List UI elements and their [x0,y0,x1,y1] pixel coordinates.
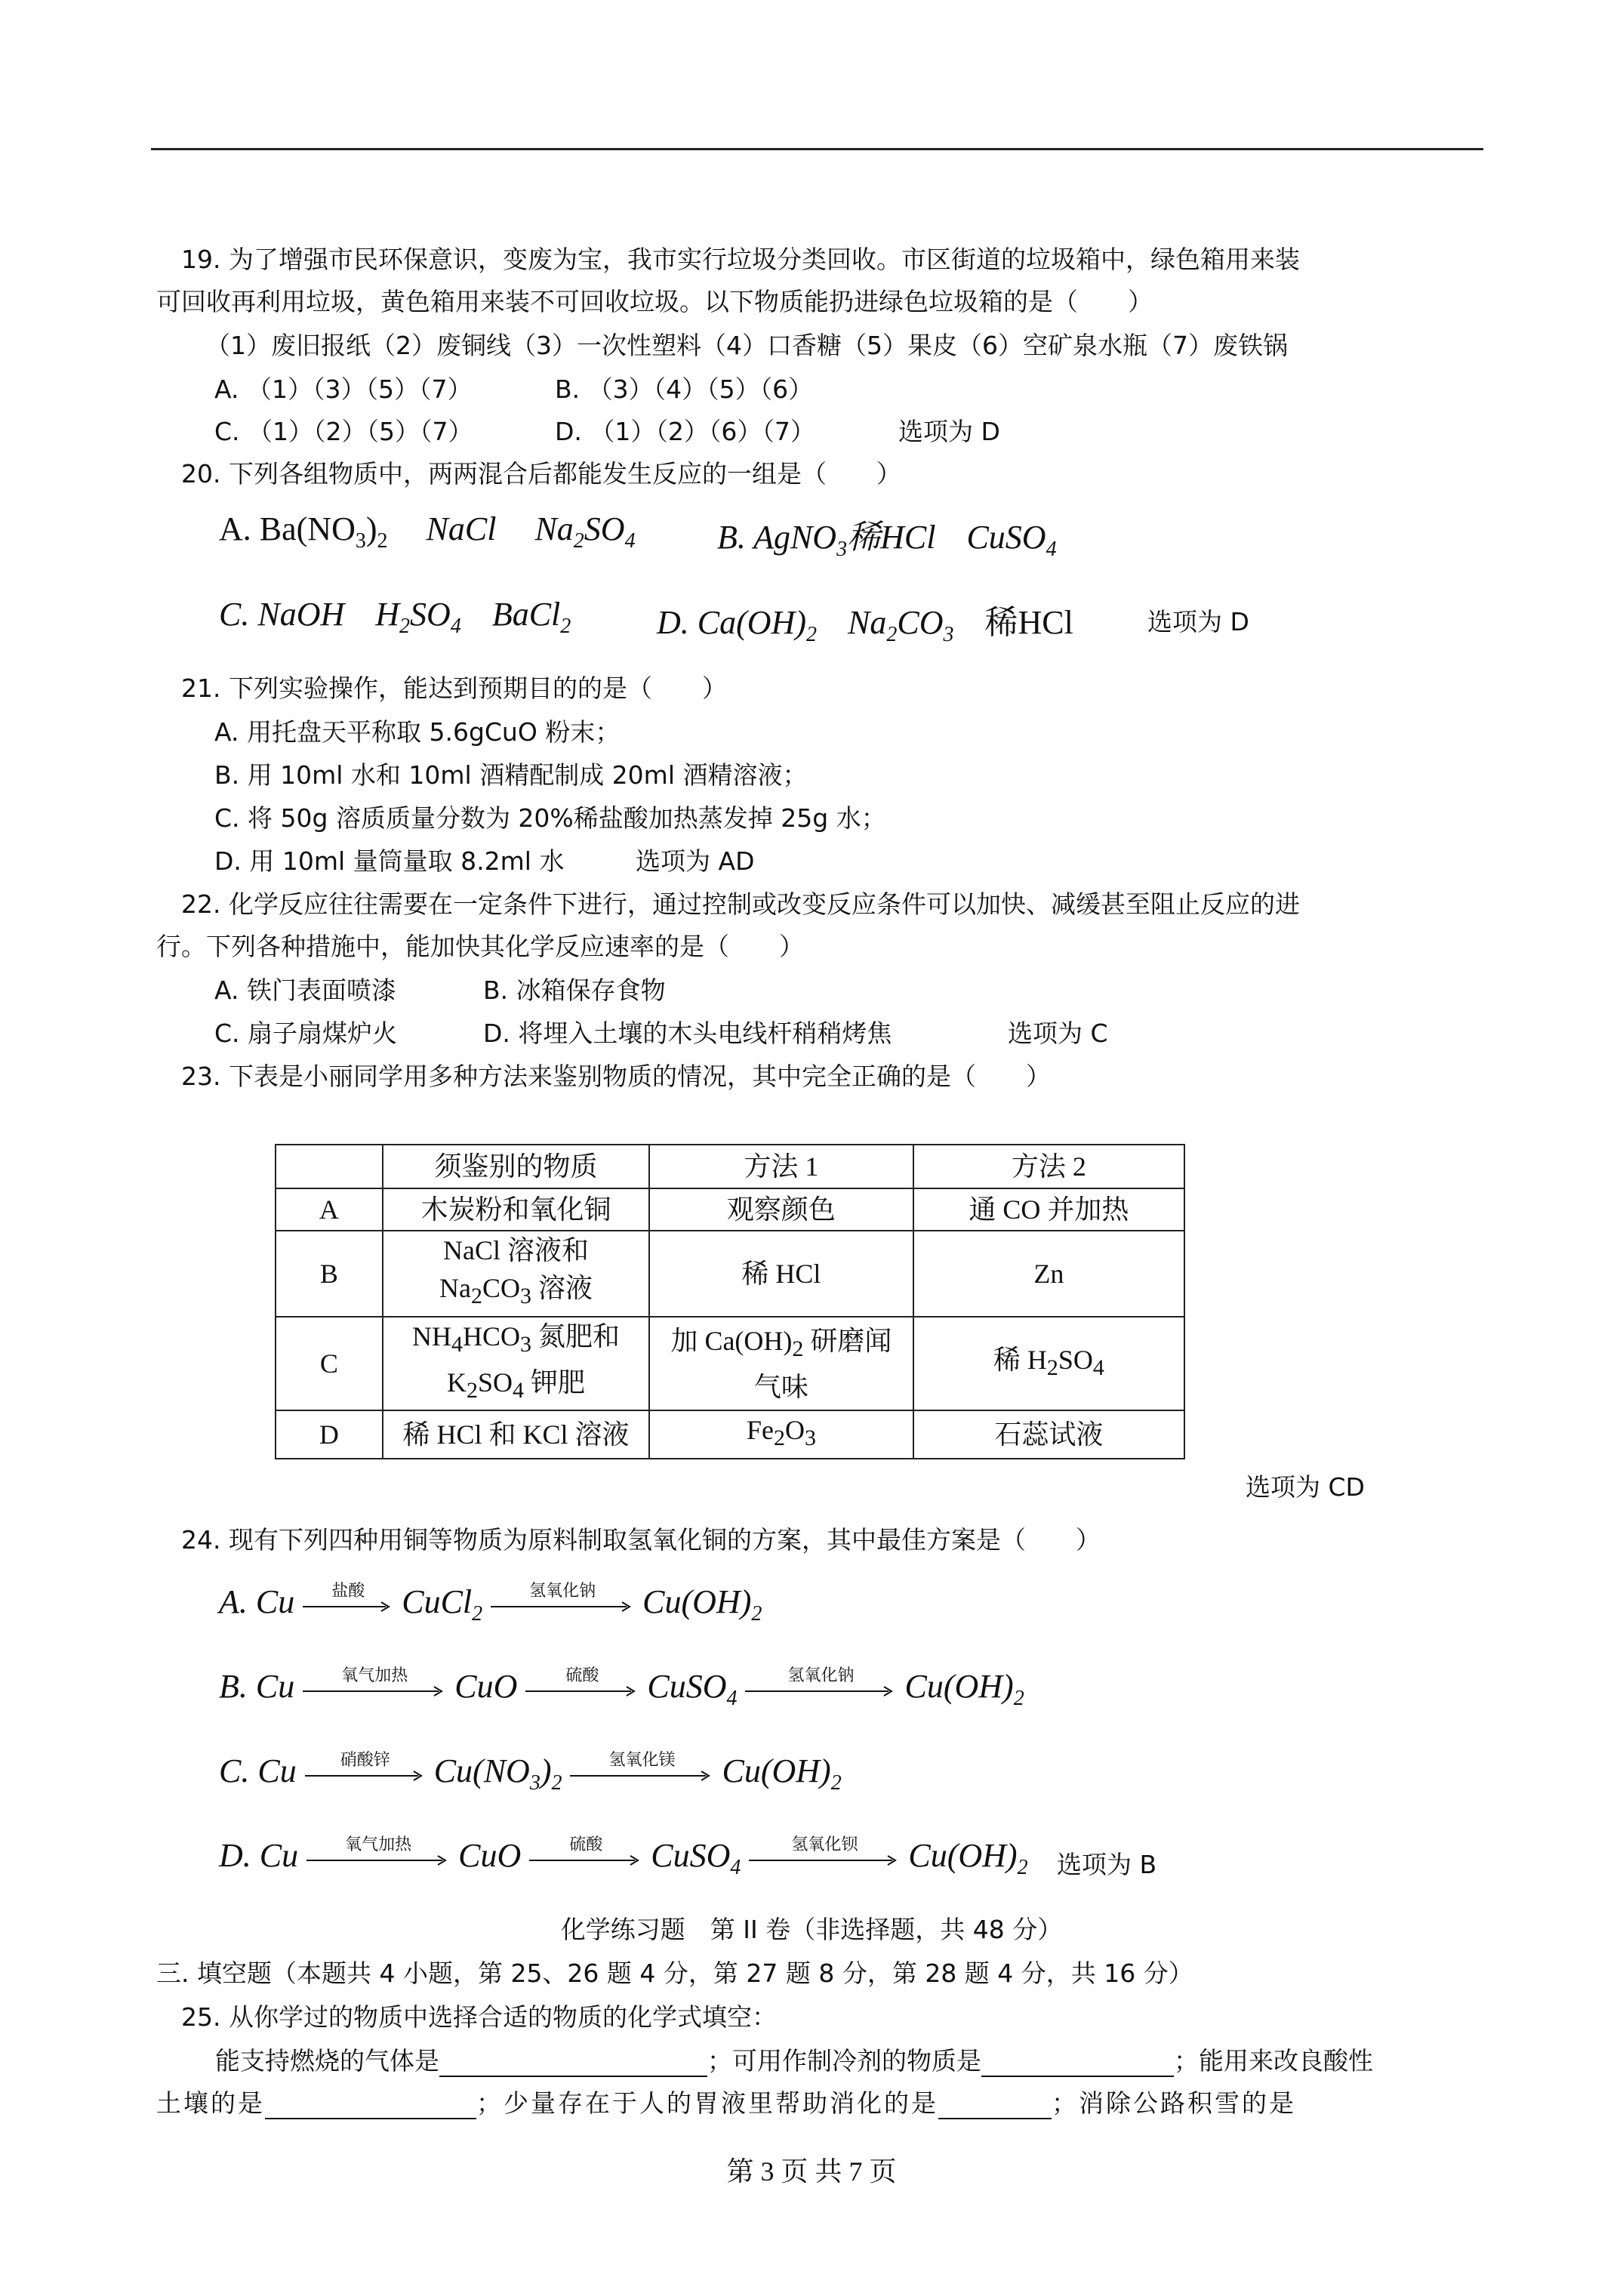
method1-cell: $Fe_2O_3$ [649,1410,913,1458]
substance-cell: 稀 HCl 和 KCl 溶液 [383,1410,650,1458]
reaction-arrow: 硫酸 [529,1839,642,1878]
q25-stem: 25. 从你学过的物质中选择合适的物质的化学式填空： [181,2002,777,2032]
answer-blank[interactable] [981,2046,1174,2077]
table-row [276,1410,1184,1458]
substance-cell: 木炭粉和氧化铜 [383,1188,650,1231]
q24-option-a: A. Cu 盐酸 CuCl$_2$ 氢氧化钠 $Cu(OH)_2$ [219,1582,762,1626]
q21-option-c: C. 将 50g 溶质质量分数为 20%稀盐酸加热蒸发掉 25g 水； [214,803,886,833]
substance-cell: NaCl 溶液和 $Na_2CO_3$ 溶液 [383,1231,650,1317]
reaction-arrow: 氢氧化钠 [491,1586,634,1624]
q22-line1: 22. 化学反应往往需要在一定条件下进行，通过控制或改变反应条件可以加快、减缓甚至阻止反应的进 [181,889,1300,919]
q25-line1: 能支持燃烧的气体是 ；可用作制冷剂的物质是 ；能用来改良酸性 [215,2046,1373,2076]
q19-option-b: B. （3）（4）（5）（6） [555,374,814,404]
q19-answer: 选项为 D [898,417,1000,446]
reaction-arrow: 氧气加热 [306,1839,450,1878]
table-row [276,1231,1184,1317]
q22-line2: 行。下列各种措施中，能加快其化学反应速率的是（ ） [156,932,804,961]
q24-option-b: B. Cu 氧气加热 CuO 硫酸 CuSO$_4$ 氢氧化钠 $Cu(OH)_2$ [219,1666,1024,1710]
row-key: B [276,1231,383,1317]
q23-stem: 23. 下表是小丽同学用多种方法来鉴别物质的情况，其中完全正确的是（ ） [181,1062,1051,1091]
row-key: D [276,1410,383,1458]
q19-option-c: C. （1）（2）（5）（7） [214,417,473,446]
method2-cell: 通 CO 并加热 [913,1188,1184,1231]
section-ii-title: 化学练习题 第 II 卷（非选择题，共 48 分） [560,1915,1063,1944]
table-row [276,1317,1184,1410]
identification-table [275,1144,1185,1459]
q24-answer: 选项为 B [1057,1850,1157,1879]
q22-option-c: C. 扇子扇煤炉火 [214,1019,398,1048]
q20-option-d: D. $Ca(OH)_2$ $Na_2CO_3$ 稀HCl [657,604,1073,646]
q21-option-d: D. 用 10ml 量筒量取 8.2ml 水 [214,846,565,876]
method2-cell: 石蕊试液 [913,1410,1184,1458]
q19-line2: 可回收再利用垃圾，黄色箱用来装不可回收垃圾。以下物质能扔进绿色垃圾箱的是（ ） [156,287,1153,316]
q19-option-a: A. （1）（3）（5）（7） [214,374,473,404]
table-row [276,1188,1184,1231]
q22-option-a: A. 铁门表面喷漆 [214,975,396,1005]
row-key: A [276,1188,383,1231]
header-cell: 方法 2 [913,1145,1184,1188]
reaction-arrow: 硝酸锌 [305,1755,426,1793]
reaction-arrow: 氧气加热 [303,1670,446,1709]
q23-answer: 选项为 CD [1246,1472,1365,1502]
reaction-arrow: 盐酸 [303,1586,393,1624]
reaction-arrow: 硫酸 [525,1670,639,1709]
q20-option-a: A. $Ba(NO_3)_2$ NaCl $Na_2SO_4$ [219,510,636,553]
page-footer: 第 3 页 共 7 页 [726,2156,897,2187]
q24-option-d: D. Cu 氧气加热 CuO 硫酸 CuSO$_4$ 氢氧化钡 $Cu(OH)_2$ [219,1835,1028,1879]
q21-option-a: A. 用托盘天平称取 5.6gCuO 粉末； [214,717,621,747]
method1-cell: 稀 HCl [649,1231,913,1317]
reaction-arrow: 氢氧化钡 [749,1839,900,1878]
q21-answer: 选项为 AD [636,846,755,876]
q19-items: （1）废旧报纸（2）废铜线（3）一次性塑料（4）口香糖（5）果皮（6）空矿泉水瓶（7）废铁锅 [205,331,1288,360]
q19-option-d: D. （1）（2）（6）（7） [555,417,815,446]
q25-line2: 土壤的是 ；少量存在于人的胃液里帮助消化的是 ；消除公路积雪的是 [156,2088,1296,2118]
substance-cell: $NH_4HCO_3$ 氮肥和 $K_2SO_4$ 钾肥 [383,1317,650,1410]
header-cell: 须鉴别的物质 [383,1145,650,1188]
q21-stem: 21. 下列实验操作，能达到预期目的的是（ ） [181,673,727,703]
q24-option-c: C. Cu 硝酸锌 $Cu(NO_3)_2$ 氢氧化镁 $Cu(OH)_2$ [219,1751,842,1795]
answer-blank[interactable] [938,2088,1052,2119]
answer-blank[interactable] [439,2046,707,2077]
q20-option-c: C. NaOH $H_2SO_4$ BaCl$_2$ [219,596,571,638]
header-rule [151,148,1483,150]
header-cell: 方法 1 [649,1145,913,1188]
reaction-arrow: 氢氧化镁 [570,1755,713,1793]
section-iii-title: 三. 填空题（本题共 4 小题，第 25、26 题 4 分，第 27 题 8 分，第 28 题 4 分，共 16 分） [156,1959,1193,1988]
q24-stem: 24. 现有下列四种用铜等物质为原料制取氢氧化铜的方案，其中最佳方案是（ ） [181,1525,1101,1555]
q19-line1: 19. 为了增强市民环保意识，变废为宝，我市实行垃圾分类回收。市区街道的垃圾箱中，绿色箱用来装 [181,245,1300,274]
method1-cell: 观察颜色 [649,1188,913,1231]
q20-stem: 20. 下列各组物质中，两两混合后都能发生反应的一组是（ ） [181,459,901,488]
q22-option-b: B. 冰箱保存食物 [483,975,666,1005]
reaction-arrow: 氢氧化钠 [745,1670,896,1709]
q22-answer: 选项为 C [1008,1019,1108,1048]
q20-option-b: B. AgNO$_3$稀HCl CuSO$_4$ [717,519,1057,561]
q21-option-b: B. 用 10ml 水和 10ml 酒精配制成 20ml 酒精溶液； [214,760,808,790]
method2-cell: Zn [913,1231,1184,1317]
header-cell [276,1145,383,1188]
q22-option-d: D. 将埋入土壤的木头电线杆稍稍烤焦 [483,1019,892,1048]
answer-blank[interactable] [265,2088,476,2119]
table-header-row [276,1145,1184,1188]
method2-cell: 稀 $H_2SO_4$ [913,1317,1184,1410]
row-key: C [276,1317,383,1410]
method1-cell: 加 $Ca(OH)_2$ 研磨闻 气味 [649,1317,913,1410]
q20-answer: 选项为 D [1147,607,1249,636]
